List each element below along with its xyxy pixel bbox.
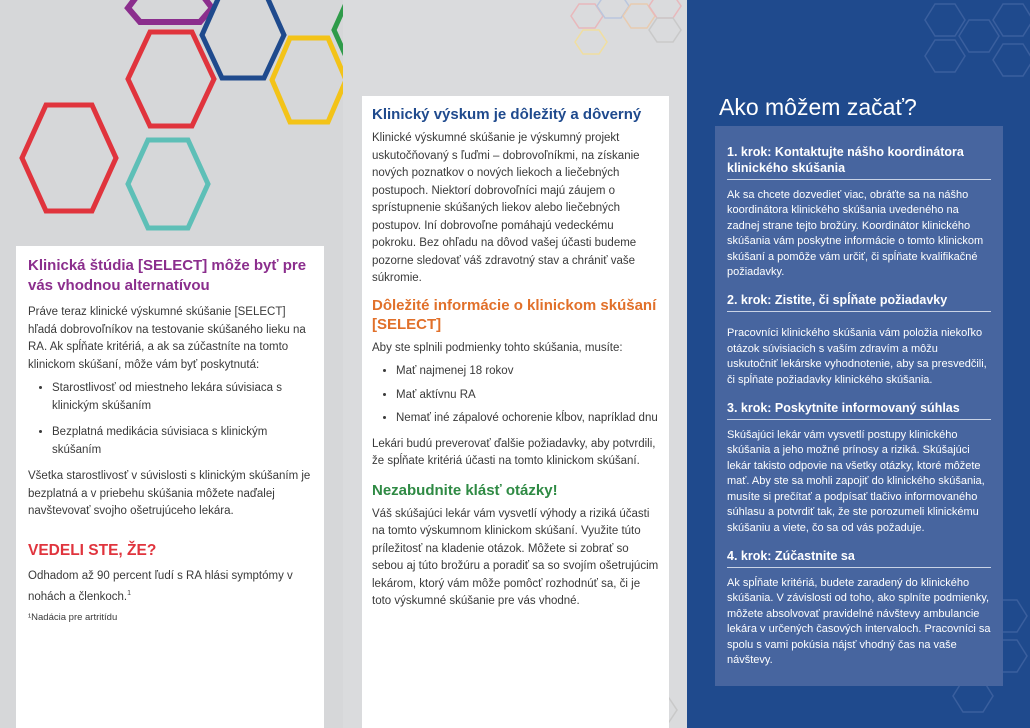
eligibility-item: • Mať aktívnu RA bbox=[396, 387, 659, 405]
footnote-ref: 1 bbox=[127, 590, 132, 597]
step-4 bbox=[727, 548, 991, 668]
eligibility-item: • Mať najmenej 18 rokov bbox=[396, 363, 659, 381]
eligibility-list bbox=[372, 363, 659, 428]
benefit-item: • Starostlivosť od miestneho lekára súvisiaca s klinickým skúšaním bbox=[52, 380, 312, 415]
important-info-heading: Dôležité informácie o klinickom skúšaní [SELECT] bbox=[372, 296, 657, 333]
eligibility-item: • Nemať iné zápalové ochorenie kĺbov, napríklad dnu bbox=[396, 410, 659, 428]
did-you-know-heading: VEDELI STE, ŽE? bbox=[28, 541, 157, 559]
step-1 bbox=[727, 144, 991, 280]
step-3 bbox=[727, 400, 991, 536]
select-study-heading: Klinická štúdia [SELECT] môže byť pre vás vhodnou alternatívou bbox=[28, 257, 307, 294]
footnote: ¹Nadácia pre artritídu bbox=[28, 612, 118, 624]
eligibility-card bbox=[16, 246, 324, 728]
step-heading: 3. krok: Poskytnite informovaný súhlas bbox=[727, 400, 991, 420]
hexagon-navy bbox=[202, 0, 284, 78]
select-study-intro: Práve teraz klinické výskumné skúšanie [SELECT] hľadá dobrovoľníkov na testovanie skúšaného lieku na RA. Ak spĺňate kritériá, a ak sa zúčastníte na tomto klinickom skúšaní, môže vám byť poskytnutá: bbox=[28, 306, 306, 371]
eligibility-intro: Aby ste splnili podmienky tohto skúšania, musíte: bbox=[372, 341, 623, 354]
care-free-text: Všetka starostlivosť v súvislosti s klinickým skúšaním je bezplatná a v priebehu skúšania môžete naďalej navštevovať svojho ošetrujúceho lekára. bbox=[28, 470, 311, 517]
step-text: Pracovníci klinického skúšania vám položia niekoľko otázok súvisiacich s vaším zdravím a môžu uskutočniť lekárske vyhodnotenie, aby sa presvedčili, či spĺňate požiadavky klinického skúšania. bbox=[727, 327, 987, 386]
step-text: Ak sa chcete dozvedieť viac, obráťte sa na nášho koordinátora klinického skúšania uvedeného na zadnej strane tejto brožúry. Koordinátor klinického skúšania vám poskytne informácie o tomto klinickom skúšaní a pomôže vám určiť, či spĺňate kvalifikačné požiadavky. bbox=[727, 189, 984, 279]
hexagon-yellow bbox=[272, 38, 343, 122]
ask-questions-text: Váš skúšajúci lekár vám vysvetlí výhody a riziká účasti na tomto výskumnom klinickom skúšaní. Využite túto príležitosť na kladenie otázok. Môžete si zobrať so sebou aj túto brožúru a poradiť sa so svojím ošetrujúcim lekárom, ktorý vám môže pomôcť rozhodnúť sa, či je toto výskumné skúšanie pre vás vhodné. bbox=[372, 507, 659, 607]
middle-panel bbox=[343, 0, 687, 728]
clinical-research-heading: Klinický výskum je dôležitý a dôverný bbox=[372, 106, 642, 123]
did-you-know-body: Odhadom až 90 percent ľudí s RA hlási symptómy v nohách a členkoch. bbox=[28, 569, 293, 603]
hexagon-red bbox=[128, 32, 214, 126]
hexagon-purple bbox=[128, 0, 212, 22]
steps-box bbox=[715, 126, 1003, 686]
research-card bbox=[362, 96, 669, 728]
hexagon-decoration-faint bbox=[343, 0, 687, 100]
hexagon-red-large bbox=[22, 105, 116, 211]
ask-questions-heading: Nezabudnite klásť otázky! bbox=[372, 481, 558, 499]
benefit-item: • Bezplatná medikácia súvisiaca s klinickým skúšaním bbox=[52, 424, 312, 459]
clinical-research-text: Klinické výskumné skúšanie je výskumný projekt uskutočňovaný s ľuďmi – dobrovoľníkmi, na získanie nových poznatkov o nových liekoch a liečebných postupoch. Niektorí dobrovoľníci majú záujem o sprístupnenie skúšaných liekov alebo liečebných postupov. Iní dobrovoľne pomáhajú vedeckému pokroku. Bez ohľadu na dôvod vašej účasti budeme pozorne sledovať váš zdravotný stav a chrániť vaše súkromie. bbox=[372, 132, 640, 284]
step-heading: 4. krok: Zúčastnite sa bbox=[727, 548, 991, 568]
step-heading: 1. krok: Kontaktujte nášho koordinátora klinického skúšania bbox=[727, 144, 991, 180]
step-text: Skúšajúci lekár vám vysvetlí postupy klinického skúšania a jeho možné prínosy a riziká. Skúšajúci lekár takisto odpovie na všetky otázky, ktoré môžete mať. Aby ste sa mohli zapojiť do klinického skúšania, musíte si prečítať a podpísať tlačivo informovaného súhlasu a potvrdiť tak, že ste porozumeli klinickému skúšaniu a viete, čo sa od vás požaduje. bbox=[727, 429, 985, 534]
how-to-start-title: Ako môžem začať? bbox=[719, 94, 917, 120]
doctor-review-text: Lekári budú preverovať ďalšie požiadavky, aby potvrdili, že spĺňate kritériá účasti na tomto klinickom skúšaní. bbox=[372, 437, 656, 467]
left-panel bbox=[0, 0, 343, 728]
benefit-list bbox=[28, 380, 312, 459]
step-text: Ak spĺňate kritériá, budete zaradený do klinického skúšania. V závislosti od toho, ako splníte podmienky, môžete absolvovať pravidelné návštevy ambulancie lekára v určených časových intervaloch. Pracovníci sa spolu s vami pokúsia nájsť vhodný čas na vaše návštevy. bbox=[727, 576, 991, 666]
step-2 bbox=[727, 292, 991, 388]
hexagon-decoration bbox=[0, 0, 343, 260]
did-you-know-text bbox=[28, 568, 312, 607]
hexagon-teal bbox=[128, 140, 208, 228]
step-heading: 2. krok: Zistite, či spĺňate požiadavky bbox=[727, 292, 991, 312]
right-panel bbox=[687, 0, 1030, 728]
